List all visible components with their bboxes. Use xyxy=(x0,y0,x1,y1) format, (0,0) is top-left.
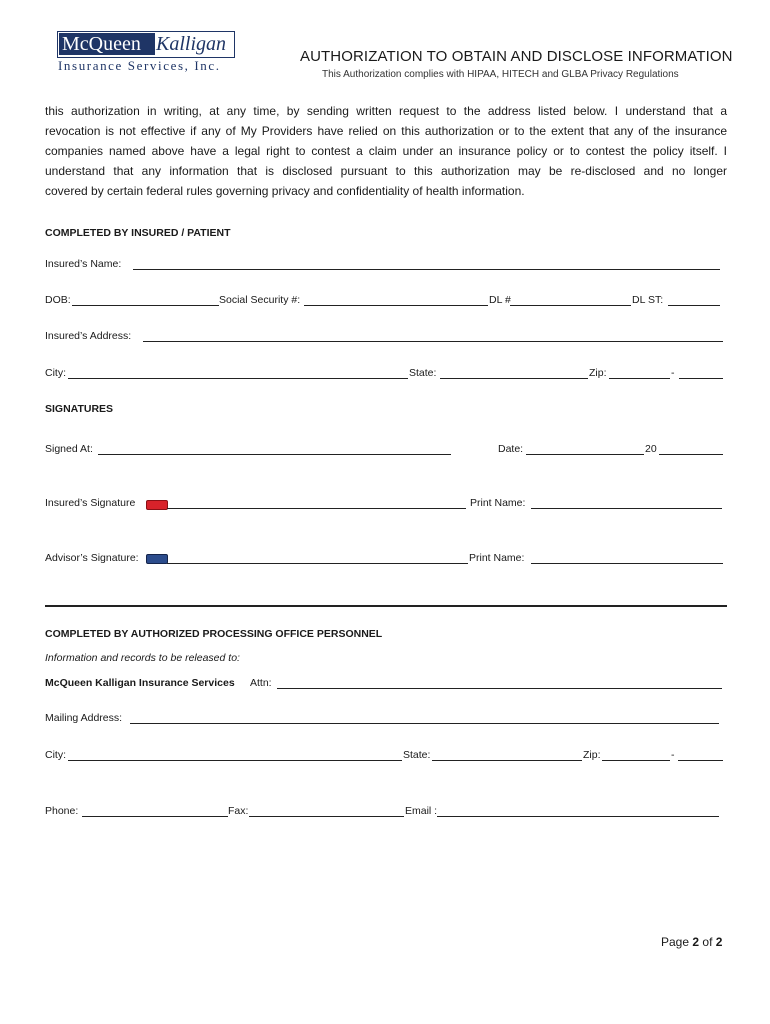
signed-at-label: Signed At: xyxy=(45,443,93,455)
email-field[interactable] xyxy=(437,816,719,817)
office-city-label: City: xyxy=(45,749,66,761)
logo-mcqueen: McQueen xyxy=(59,33,155,55)
dl-state-field[interactable] xyxy=(668,305,720,306)
logo-subtitle: Insurance Services, Inc. xyxy=(58,58,221,73)
page-of: of xyxy=(702,935,713,949)
office-section-heading: COMPLETED BY AUTHORIZED PROCESSING OFFICE PERSONNEL xyxy=(45,628,383,640)
phone-label: Phone: xyxy=(45,805,79,817)
year-field[interactable] xyxy=(659,454,723,455)
document-subtitle: This Authorization complies with HIPAA, HITECH and GLBA Privacy Regulations xyxy=(322,69,679,80)
advisor-print-name-field[interactable] xyxy=(531,563,723,564)
phone-field[interactable] xyxy=(82,816,228,817)
authorization-paragraph xyxy=(45,101,727,201)
insured-print-name-field[interactable] xyxy=(531,508,722,509)
dl-label: DL # xyxy=(489,294,511,306)
date-field[interactable] xyxy=(526,454,644,455)
insured-section-heading: COMPLETED BY INSURED / PATIENT xyxy=(45,227,231,239)
insured-name-label: Insured’s Name: xyxy=(45,258,122,270)
attn-label: Attn: xyxy=(250,677,272,689)
insured-signature-label: Insured’s Signature xyxy=(45,497,136,509)
city-label: City: xyxy=(45,367,66,379)
release-info-text: Information and records to be released to: xyxy=(45,652,240,664)
dob-label: DOB: xyxy=(45,294,71,306)
advisor-signature-label: Advisor’s Signature: xyxy=(45,552,139,564)
dob-field[interactable] xyxy=(72,305,219,306)
section-divider xyxy=(45,605,727,607)
insured-signature-field[interactable] xyxy=(167,508,466,509)
attn-field[interactable] xyxy=(277,688,722,689)
office-zip-dash: - xyxy=(671,749,675,761)
page-total: 2 xyxy=(715,935,723,949)
print-name-label: Print Name: xyxy=(469,552,525,564)
page-current: 2 xyxy=(692,935,700,949)
year-prefix: 20 xyxy=(645,443,657,455)
zip-label: Zip: xyxy=(589,367,607,379)
fax-label: Fax: xyxy=(228,805,249,817)
zip-dash: - xyxy=(671,367,675,379)
document-title: AUTHORIZATION TO OBTAIN AND DISCLOSE INFORMATION xyxy=(300,48,733,65)
sign-here-flag-icon[interactable] xyxy=(146,554,168,564)
office-city-field[interactable] xyxy=(68,760,402,761)
logo-kalligan: Kalligan xyxy=(156,33,227,55)
dl-state-label: DL ST: xyxy=(632,294,664,306)
signatures-heading: SIGNATURES xyxy=(45,403,114,415)
city-field[interactable] xyxy=(68,378,408,379)
paragraph-line: understand that any information that is disclosed pursuant to this authorization may be re-disclosed and no longer xyxy=(45,164,727,178)
insured-address-label: Insured’s Address: xyxy=(45,330,132,342)
office-zip-field[interactable] xyxy=(602,760,670,761)
paragraph-line: revocation is not effective if any of My Providers have relied on this authorization or to the extent that any of the insurance xyxy=(45,124,727,138)
office-zip-label: Zip: xyxy=(583,749,601,761)
dl-field[interactable] xyxy=(510,305,631,306)
print-name-label: Print Name: xyxy=(470,497,526,509)
office-state-field[interactable] xyxy=(432,760,582,761)
zip-ext-field[interactable] xyxy=(679,378,723,379)
ssn-field[interactable] xyxy=(304,305,488,306)
company-name: McQueen Kalligan Insurance Services xyxy=(45,677,235,689)
paragraph-line: covered by certain federal rules governing privacy and confidentiality of health information. xyxy=(45,184,525,198)
fax-field[interactable] xyxy=(249,816,404,817)
page-prefix: Page xyxy=(661,935,690,949)
office-zip-ext-field[interactable] xyxy=(678,760,723,761)
page-number xyxy=(661,935,722,949)
advisor-signature-field[interactable] xyxy=(167,563,468,564)
mailing-address-label: Mailing Address: xyxy=(45,712,123,724)
paragraph-line: this authorization in writing, at any time, by sending written request to the address listed below. I understand that a xyxy=(45,104,727,118)
paragraph-line: companies named above have a legal right to contest a claim under an insurance policy or to contest the policy itself. I xyxy=(45,144,727,158)
sign-here-flag-icon[interactable] xyxy=(146,500,168,510)
date-label: Date: xyxy=(498,443,524,455)
signed-at-field[interactable] xyxy=(98,454,451,455)
state-field[interactable] xyxy=(440,378,588,379)
zip-field[interactable] xyxy=(609,378,670,379)
state-label: State: xyxy=(409,367,437,379)
mailing-address-field[interactable] xyxy=(130,723,719,724)
office-state-label: State: xyxy=(403,749,431,761)
insured-address-field[interactable] xyxy=(143,341,723,342)
insured-name-field[interactable] xyxy=(133,269,720,270)
ssn-label: Social Security #: xyxy=(219,294,301,306)
email-label: Email : xyxy=(405,805,438,817)
